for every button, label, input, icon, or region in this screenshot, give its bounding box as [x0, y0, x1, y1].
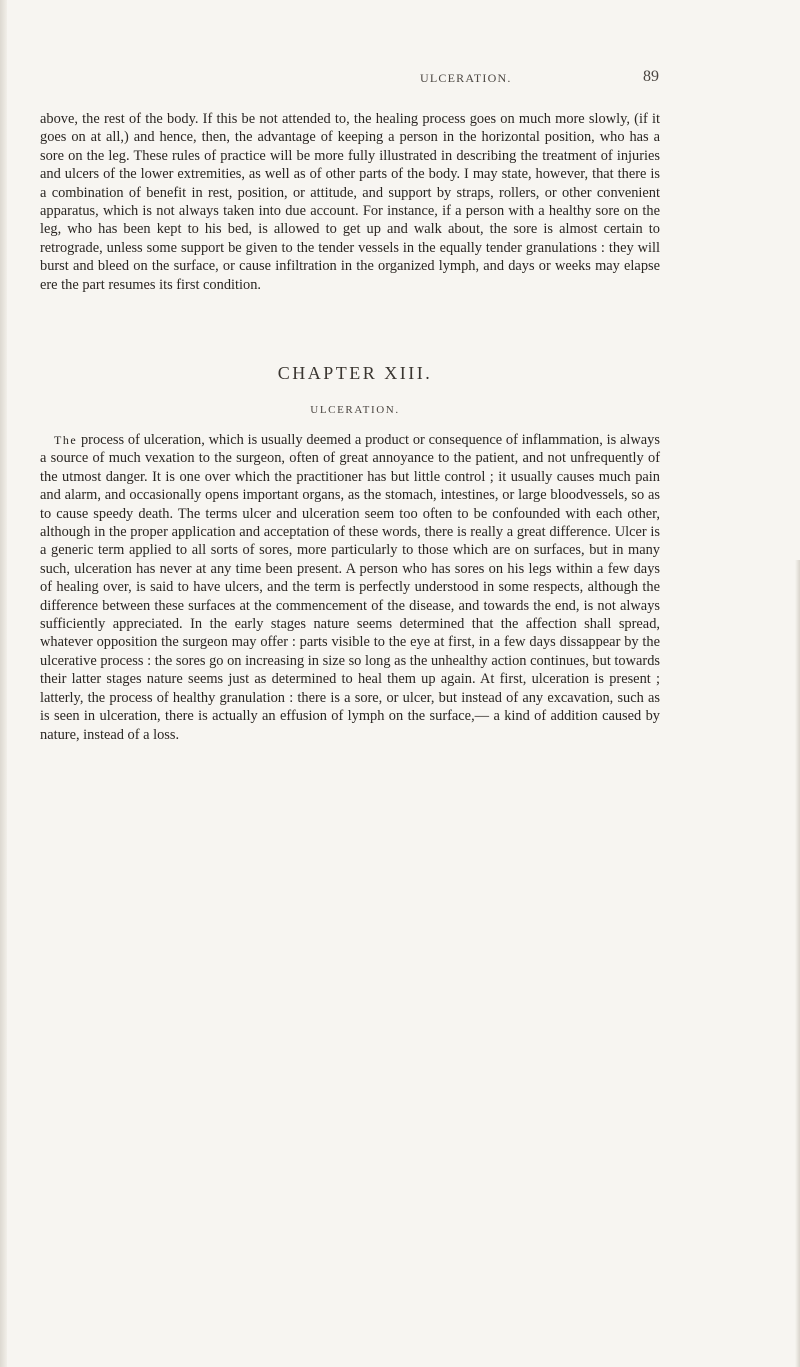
- running-header: [0, 68, 800, 91]
- page-number: 89: [643, 68, 659, 85]
- chapter-heading: CHAPTER XIII.: [277, 363, 433, 383]
- paragraph-continued: above, the rest of the body. If this be not attended to, the healing process goes on much more slowly, (if it goes on at all,) and hence, then, the advantage of keeping a person in the horizontal position, who has a sore on the leg. These rules of practice will be more fully illustrated in describing the treatment of injuries and ulcers of the lower extremities, as well as of other parts of the body. I may state, however, that there is a combination of benefit in rest, position, or attitude, and support by straps, rollers, or other convenient apparatus, which is not always taken into due account. For instance, if a person with a healthy sore on the leg, who has been kept to his bed, is allowed to get up and walk about, the sore is almost certain to retrograde, unless some support be given to the tender vessels in the equally tender granulations : they will burst and bleed on the surface, or cause infiltration in the organized lymph, and days or weeks may elapse ere the part resumes its first condition.: [40, 111, 660, 293]
- running-title: ULCERATION.: [420, 71, 512, 85]
- opening-word: The: [54, 433, 78, 447]
- page-edge-right: [795, 560, 800, 1367]
- page-edge-left: [0, 0, 7, 1367]
- chapter-opening-paragraph: [40, 431, 660, 744]
- opening-paragraph-text: process of ulceration, which is usually deemed a product or consequence of inflammation, is always a source of much vexation to the surgeon, often of great annoyance to the patient, and not unfrequently of the utmost danger. It is one over which the practitioner has but little control ; it usually causes much pain and alarm, and occasionally opens important organs, as the stomach, intestines, or large bloodvessels, so as to cause speedy death. The terms ulcer and ulceration seem too often to be confounded with each other, although in the proper application and acceptation of these words, there is really a great difference. Ulcer is a generic term applied to all sorts of sores, more particularly to those which are on surfaces, but in many such, ulceration has never at any time been present. A person who has sores on his legs within a few days of healing over, is said to have ulcers, and the term is perfectly understood in some respects, although the difference between these surfaces at the commencement of the disease, and towards the end, is not always sufficiently appreciated. In the early stages nature seems determined that the affection shall spread, whatever opposition the surgeon may offer : parts visible to the eye at first, in a few days dissappear by the ulcerative process : the sores go on increasing in size so long as the unhealthy action continues, but towards their latter stages nature seems just as determined to heal them up again. At first, ulceration is present ; latterly, the process of healthy granulation : there is a sore, or ulcer, but instead of any excavation, such as is seen in ulceration, there is actually an effusion of lymph on the surface,— a kind of addition caused by nature, instead of a loss.: [40, 432, 660, 743]
- chapter-subtitle: ULCERATION.: [310, 404, 400, 416]
